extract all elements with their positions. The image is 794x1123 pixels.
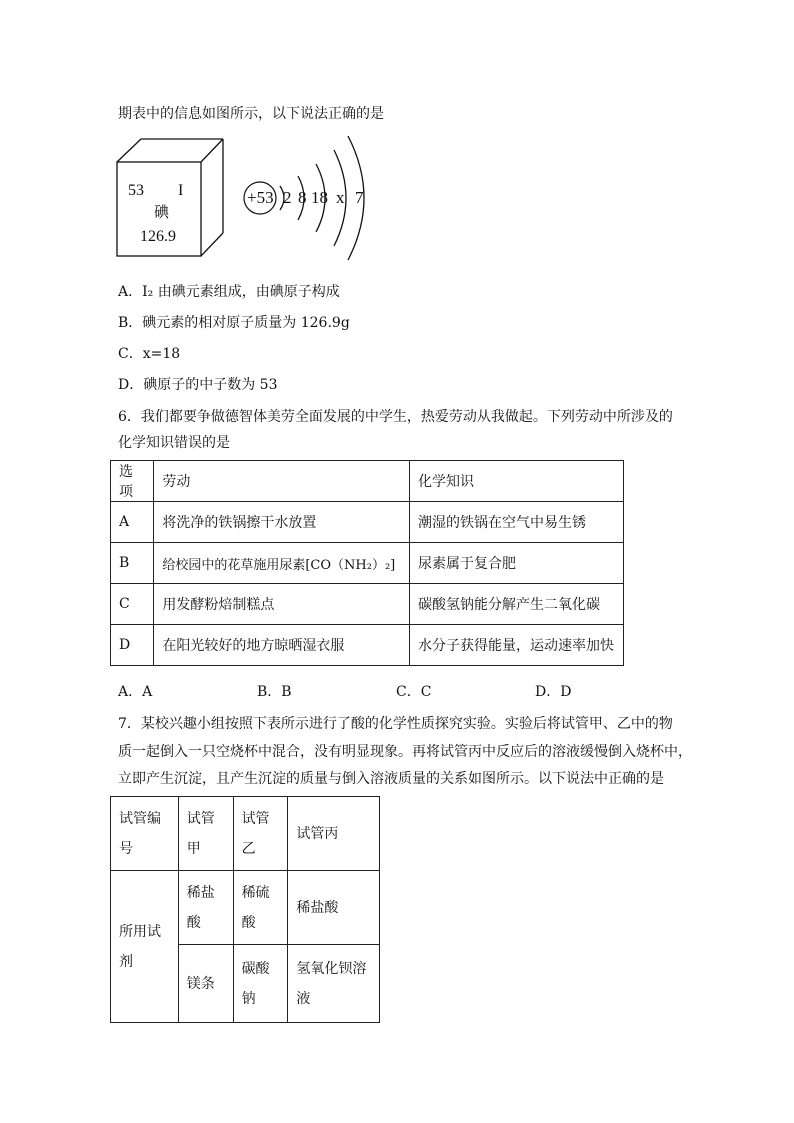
header-option: 选项 xyxy=(111,461,154,502)
question-5-stem: 期表中的信息如图所示，以下说法正确的是 xyxy=(118,106,384,122)
table-cell: A xyxy=(111,502,154,543)
table-cell: 镁条 xyxy=(178,945,233,1023)
table-header-row xyxy=(111,797,380,871)
table-cell: B xyxy=(111,543,154,584)
q6-option-d: D．D xyxy=(535,684,572,700)
table-cell: 稀硫酸 xyxy=(233,871,288,945)
q5-option-a: A．I₂ 由碘元素组成，由碘原子构成 xyxy=(118,284,340,300)
table-cell: 氢氧化钡溶液 xyxy=(288,945,380,1023)
table-row xyxy=(111,543,624,584)
table-cell: 尿素属于复合肥 xyxy=(410,543,624,584)
nucleus-charge: +53 xyxy=(247,188,274,207)
reagent-label-cell: 所用试剂 xyxy=(111,871,179,1023)
q6-stem-line-1: 6．我们都要争做德智体美劳全面发展的中学生，热爱劳动从我做起。下列劳动中所涉及的 xyxy=(118,409,673,425)
q7-stem-line-2: 质一起倒入一只空烧杯中混合，没有明显现象。再将试管丙中反应后的溶液缓慢倒入烧杯中， xyxy=(118,744,692,760)
q5-option-c: C．x=18 xyxy=(118,346,181,362)
table-cell: 稀盐酸 xyxy=(178,871,233,945)
header-chem-knowledge: 化学知识 xyxy=(410,461,624,502)
table-row xyxy=(111,502,624,543)
q6-stem-line-2: 化学知识错误的是 xyxy=(118,435,230,451)
shell-4-electrons: x xyxy=(336,188,345,207)
q6-table xyxy=(110,460,624,666)
q5-option-d: D．碘原子的中子数为 53 xyxy=(118,377,278,393)
table-row xyxy=(111,584,624,625)
shell-3-electrons: 18 xyxy=(311,188,328,207)
q7-stem-line-1: 7．某校兴趣小组按照下表所示进行了酸的化学性质探究实验。实验后将试管甲、乙中的物 xyxy=(118,716,673,732)
q5-option-b: B．碘元素的相对原子质量为 126.9g xyxy=(118,315,350,331)
q6-option-c: C．C xyxy=(396,684,432,700)
shell-2-electrons: 8 xyxy=(298,188,307,207)
table-cell: 用发酵粉焙制糕点 xyxy=(154,584,410,625)
table-cell: 碳酸钠 xyxy=(233,945,288,1023)
header-tube-jia: 试管甲 xyxy=(178,797,233,871)
q7-table xyxy=(110,796,380,1023)
header-tube-yi: 试管乙 xyxy=(233,797,288,871)
header-tube-number: 试管编号 xyxy=(111,797,179,871)
shell-1-electrons: 2 xyxy=(283,188,292,207)
table-row xyxy=(111,871,380,945)
table-cell: 将洗净的铁锅擦干水放置 xyxy=(154,502,410,543)
table-cell: D xyxy=(111,625,154,666)
atomic-number: 53 xyxy=(128,182,144,199)
element-symbol: I xyxy=(178,182,184,199)
shell-5-electrons: 7 xyxy=(355,188,364,207)
q7-stem-line-3: 立即产生沉淀，且产生沉淀的质量与倒入溶液质量的关系如图所示。以下说法中正确的是 xyxy=(118,771,664,787)
table-cell: 水分子获得能量，运动速率加快 xyxy=(410,625,624,666)
header-tube-bing: 试管丙 xyxy=(288,797,380,871)
table-cell: C xyxy=(111,584,154,625)
q6-option-a: A．A xyxy=(118,684,153,700)
table-cell: 碳酸氢钠能分解产生二氧化碳 xyxy=(410,584,624,625)
table-cell: 潮湿的铁锅在空气中易生锈 xyxy=(410,502,624,543)
header-labor: 劳动 xyxy=(154,461,410,502)
table-row xyxy=(111,625,624,666)
table-cell: 稀盐酸 xyxy=(288,871,380,945)
atomic-mass: 126.9 xyxy=(140,228,176,245)
table-cell: 在阳光较好的地方晾晒湿衣服 xyxy=(154,625,410,666)
element-name: 碘 xyxy=(154,203,170,221)
q6-option-b: B．B xyxy=(257,684,292,700)
table-header-row xyxy=(111,461,624,502)
table-cell: 给校园中的花草施用尿素[CO（NH₂）₂] xyxy=(154,543,410,584)
